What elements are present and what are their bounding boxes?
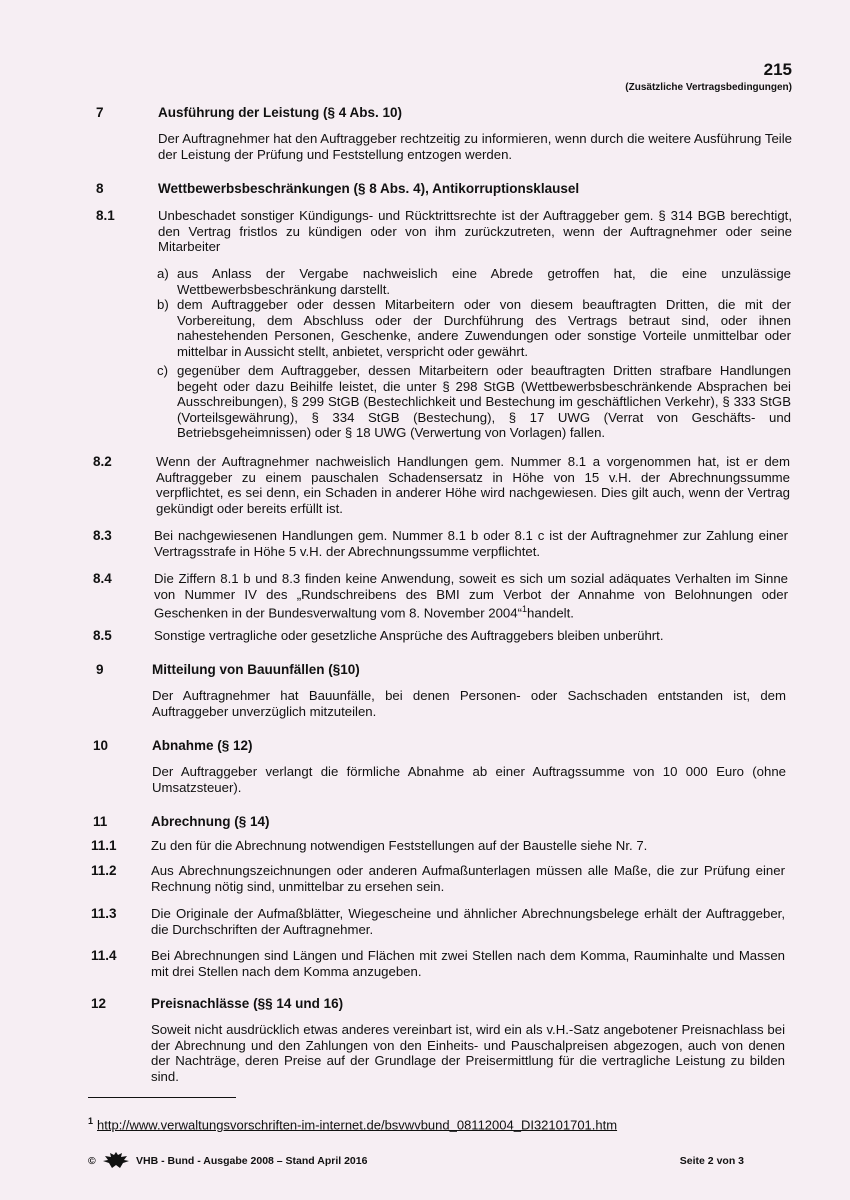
- section-heading: Wettbewerbsbeschränkungen (§ 8 Abs. 4), Antikorruptionsklausel: [158, 181, 580, 196]
- list-item-label: a): [157, 266, 169, 281]
- section-number: 7: [96, 105, 104, 120]
- subsection-text-part: handelt.: [527, 605, 574, 621]
- footer-edition: VHB - Bund - Ausgabe 2008 – Stand April 2016: [136, 1155, 368, 1167]
- section-heading: Mitteilung von Bauunfällen (§10): [152, 662, 360, 677]
- list-item: [157, 297, 791, 359]
- subsection-text: Bei Abrechnungen sind Längen und Flächen mit zwei Stellen nach dem Komma, Rauminhalte und Massen mit drei Stellen nach dem Komma anzugeben.: [151, 948, 785, 979]
- section-number: 11: [93, 814, 108, 829]
- section-heading: Abrechnung (§ 14): [151, 814, 270, 829]
- section-heading: Abnahme (§ 12): [152, 738, 253, 753]
- section-text: Soweit nicht ausdrücklich etwas anderes vereinbart ist, wird ein als v.H.-Satz angebotener Preisnachlass bei der Abrechnung und den Zahlungen von den Einheits- und Pauschalpreisen abgezogen, auch von denen der Nachträge, deren Preise auf der Grundlage der Preisermittlung für die vertragliche Leistung zu bilden sind.: [151, 1022, 785, 1084]
- section-heading: Preisnachlässe (§§ 14 und 16): [151, 996, 344, 1011]
- subsection-number: 11.3: [91, 906, 117, 921]
- subsection-text: Aus Abrechnungszeichnungen oder anderen Aufmaßunterlagen müssen alle Maße, die zur Prüfung einer Rechnung nötig sind, unmittelbar zu ersehen sein.: [151, 863, 785, 894]
- section-heading: Ausführung der Leistung (§ 4 Abs. 10): [158, 105, 403, 120]
- subsection-number: 11.1: [91, 838, 117, 853]
- footnote-mark: 1: [88, 1116, 94, 1126]
- footnote-link[interactable]: http://www.verwaltungsvorschriften-im-internet.de/bsvwvbund_08112004_DI32101701.htm: [97, 1117, 618, 1133]
- subsection-number: 8.5: [93, 628, 112, 643]
- footer-copyright: ©: [88, 1155, 96, 1167]
- subsection-text: Die Originale der Aufmaßblätter, Wiegescheine und ähnlicher Abrechnungsbelege erhält der Auftraggeber, die Durchschriften der Auftragnehmer.: [151, 906, 785, 937]
- subsection-number: 11.2: [91, 863, 117, 878]
- list-item-text: dem Auftraggeber oder dessen Mitarbeitern oder von diesem beauftragten Dritten, die mit der Vorbereitung, dem Abschluss oder der Durchführung des Vertrags betraut sind, oder ihnen nahestehenden Personen, Geschenke, andere Zuwendungen oder sonstige Vorteile unmittelbar oder mittelbar in Aussicht stellt, anbietet, verspricht oder gewährt.: [177, 297, 791, 359]
- subsection-number: 8.4: [93, 571, 112, 586]
- subsection-text: Unbeschadet sonstiger Kündigungs- und Rücktrittsrechte ist der Auftraggeber gem. § 314 BGB berechtigt, den Vertrag fristlos zu kündigen oder von ihm zurückzutreten, wenn der Auftragnehmer oder seine Mitarbeiter: [158, 208, 792, 255]
- list-item-text: aus Anlass der Vergabe nachweislich eine Abrede getroffen hat, die eine unzulässige Wettbewerbsbeschränkung darstellt.: [177, 266, 791, 297]
- subsection-text: Wenn der Auftragnehmer nachweislich Handlungen gem. Nummer 8.1 a vorgenommen hat, ist er dem Auftraggeber zu einem pauschalen Schadensersatz in Höhe von 15 v.H. der Abrechnungssumme verpflichtet, es sei denn, ein Schaden in anderer Höhe wird nachgewiesen. Dies gilt auch, wenn der Vertrag gekündigt oder bereits erfüllt ist.: [156, 454, 790, 516]
- section-text: Der Auftragnehmer hat Bauunfälle, bei denen Personen- oder Sachschaden entstanden ist, dem Auftraggeber unverzüglich mitzuteilen.: [152, 688, 786, 719]
- subsection-text-part: Die Ziffern 8.1 b und 8.3 finden keine Anwendung, soweit es sich um sozial adäquates Verhalten im Sinne von Nummer IV des „Rundschreibens des BMI zum Verbot der Annahme von Belohnungen oder Geschenken in der Bundesverwaltung vom 8. November 2004“: [154, 571, 788, 621]
- subsection-text: Zu den für die Abrechnung notwendigen Feststellungen auf der Baustelle siehe Nr. 7.: [151, 838, 648, 853]
- page-subtitle: (Zusätzliche Vertragsbedingungen): [625, 82, 792, 93]
- list-item-label: b): [157, 297, 169, 312]
- list-item-label: c): [157, 363, 168, 378]
- subsection-number: 8.3: [93, 528, 112, 543]
- footer-page-count: Seite 2 von 3: [679, 1155, 744, 1167]
- subsection-number: 8.1: [96, 208, 115, 223]
- section-text: Der Auftraggeber verlangt die förmliche Abnahme ab einer Auftragssumme von 10 000 Euro (ohne Umsatzsteuer).: [152, 764, 786, 795]
- subsection-number: 8.2: [93, 454, 112, 469]
- section-text: Der Auftragnehmer hat den Auftraggeber rechtzeitig zu informieren, wenn durch die weitere Ausführung Teile der Leistung der Prüfung und Feststellung entzogen werden.: [158, 131, 792, 162]
- page-number: 215: [763, 60, 792, 79]
- list-item: [157, 266, 791, 297]
- subsection-text: [154, 571, 788, 621]
- section-number: 8: [96, 181, 104, 196]
- section-number: 9: [96, 662, 104, 677]
- subsection-text: Sonstige vertragliche oder gesetzliche Ansprüche des Auftraggebers bleiben unberührt.: [154, 628, 664, 643]
- footnote-divider: [88, 1097, 236, 1098]
- section-number: 12: [91, 996, 107, 1011]
- section-number: 10: [93, 738, 109, 753]
- subsection-number: 11.4: [91, 948, 117, 963]
- footnote: [88, 1116, 617, 1132]
- eagle-emblem-icon: [100, 1150, 132, 1170]
- subsection-text: Bei nachgewiesenen Handlungen gem. Nummer 8.1 b oder 8.1 c ist der Auftragnehmer zur Zahlung einer Vertragsstrafe in Höhe 5 v.H. der Abrechnungssumme verpflichtet.: [154, 528, 788, 559]
- footnote-reference: 1: [522, 604, 528, 615]
- list-item-text: gegenüber dem Auftraggeber, dessen Mitarbeitern oder beauftragten Dritten strafbare Handlungen begeht oder dazu Beihilfe leistet, die unter § 298 StGB (Wettbewerbsbeschränkende Absprachen bei Ausschreibungen), § 299 StGB (Bestechlichkeit und Bestechung im geschäftlichen Verkehr), § 333 StGB (Vorteilsgewährung), § 334 StGB (Bestechung), § 17 UWG (Verrat von Geschäfts- und Betriebsgeheimnissen) oder § 18 UWG (Verwertung von Vorlagen) fallen.: [177, 363, 791, 441]
- list-item: [157, 363, 791, 441]
